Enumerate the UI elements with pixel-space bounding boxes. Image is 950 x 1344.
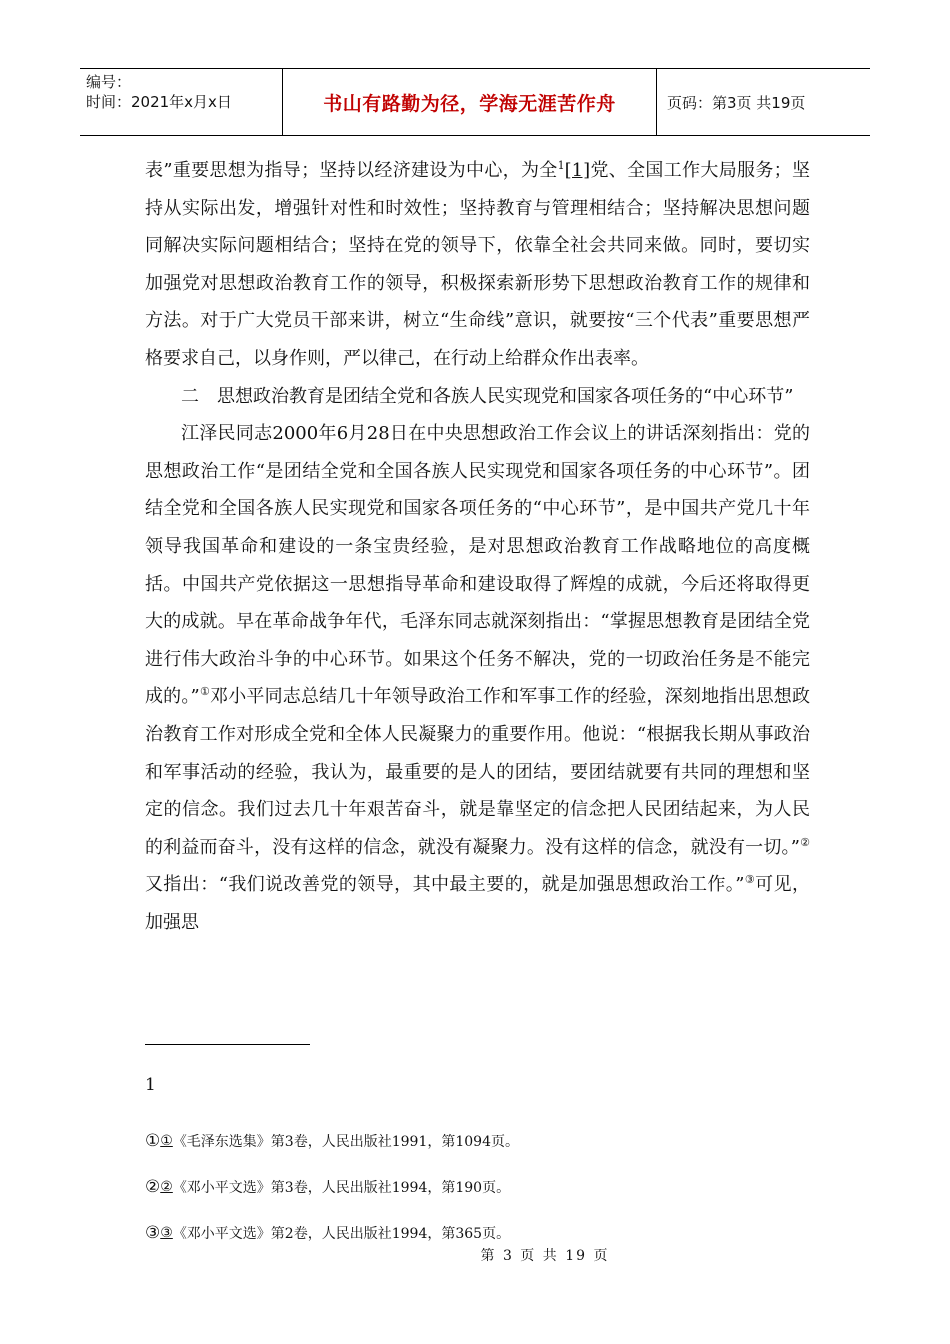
footnote-circle-link[interactable]: ③ [160, 1225, 173, 1241]
footnote-text: 《邓小平文选》第2卷，人民出版社1994，第365页。 [172, 1226, 511, 1242]
paragraph-3-part4: 可见，加强思 [145, 874, 810, 933]
paragraph-1-before: 表”重要思想为指导；坚持以经济建设为中心，为全 [145, 160, 558, 181]
header-number-label: 编号： [86, 73, 132, 91]
footnote-circle-link[interactable]: ② [160, 1179, 173, 1195]
footnote-text: 《邓小平文选》第3卷，人民出版社1994，第190页。 [172, 1180, 511, 1196]
citation-marker-1: ① [199, 685, 211, 699]
header-motto: 书山有路勤为径，学海无涯苦作舟 [283, 69, 657, 135]
footnote-circle: ③ [145, 1223, 161, 1243]
paragraph-3-part1: 江泽民同志2000年6月28日在中央思想政治工作会议上的讲话深刻指出：党的思想政治工作“是团结全党和全国各族人民实现党和国家各项任务的中心环节”。团结全党和全国各族人民实现党和国家各项任务的“中心环节”，是中国共产党几十年领导我国革命和建设的一条宝贵经验，是对思想政治教育工作战略地位的高度概括。中国共产党依据这一思想指导革命和建设取得了辉煌的成就，今后还将取得更大的成就。早在革命战争年代，毛泽东同志就深刻指出：“掌握思想教育是团结全党进行伟大政治斗争的中心环节。如果这个任务不解决，党的一切政治任务是不能完成的。” [145, 423, 810, 708]
paragraph-3 [145, 415, 810, 941]
footnote-separator [145, 1044, 310, 1045]
citation-marker-2: ② [799, 835, 810, 849]
section-heading-2: 二 思想政治教育是团结全党和各族人民实现党和国家各项任务的“中心环节” [181, 385, 794, 407]
footnote-circle: ② [145, 1177, 161, 1197]
header-date-label: 时间：2021年x月x日 [86, 93, 232, 111]
page-header [80, 68, 870, 136]
header-meta [80, 69, 283, 135]
footnote-circle: ① [145, 1131, 161, 1151]
paragraph-1-after: 党、全国工作大局服务；坚持从实际出发，增强针对性和时效性；坚持教育与管理相结合；坚持解决思想问题同解决实际问题相结合；坚持在党的领导下，依靠全社会共同来做。同时，要切实加强党对思想政治教育工作的领导，积极探索新形势下思想政治教育工作的规律和方法。对于广大党员干部来讲，树立“生命线”意识，就要按“三个代表”重要思想严格要求自己，以身作则，严以律己，在行动上给群众作出表率。 [145, 160, 810, 369]
footnote-text: 《毛泽东选集》第3卷，人民出版社1991，第1094页。 [172, 1134, 519, 1150]
footnote-item [145, 1164, 810, 1210]
footnote-link-1[interactable]: [1] [564, 160, 591, 181]
footnote-marker-1: 1 [557, 159, 565, 172]
paragraph-1 [145, 152, 810, 378]
footnote-circle-link[interactable]: ① [160, 1133, 173, 1149]
paragraph-3-part2: 邓小平同志总结几十年领导政治工作和军事工作的经验，深刻地指出思想政治教育工作对形成全党和全体人民凝聚力的重要作用。他说：“根据我长期从事政治和军事活动的经验，我认为，最重要的是人的团结，要团结就要有共同的理想和坚定的信念。我们过去几十年艰苦奋斗，就是靠坚定的信念把人民团结起来，为人民的利益而奋斗，没有这样的信念，就没有凝聚力。没有这样的信念，就没有一切。” [145, 686, 810, 858]
footnote-list [145, 1118, 810, 1256]
paragraph-3-part3: 又指出：“我们说改善党的领导，其中最主要的，就是加强思想政治工作。” [145, 874, 745, 896]
footnote-number: 1 [145, 1075, 156, 1095]
header-page-label: 页码：第3页 共19页 [667, 93, 806, 112]
document-body [145, 152, 810, 941]
footnote-item [145, 1118, 810, 1164]
page-footer: 第 3 页 共 19 页 [480, 1248, 610, 1264]
citation-marker-3: ③ [744, 873, 756, 887]
